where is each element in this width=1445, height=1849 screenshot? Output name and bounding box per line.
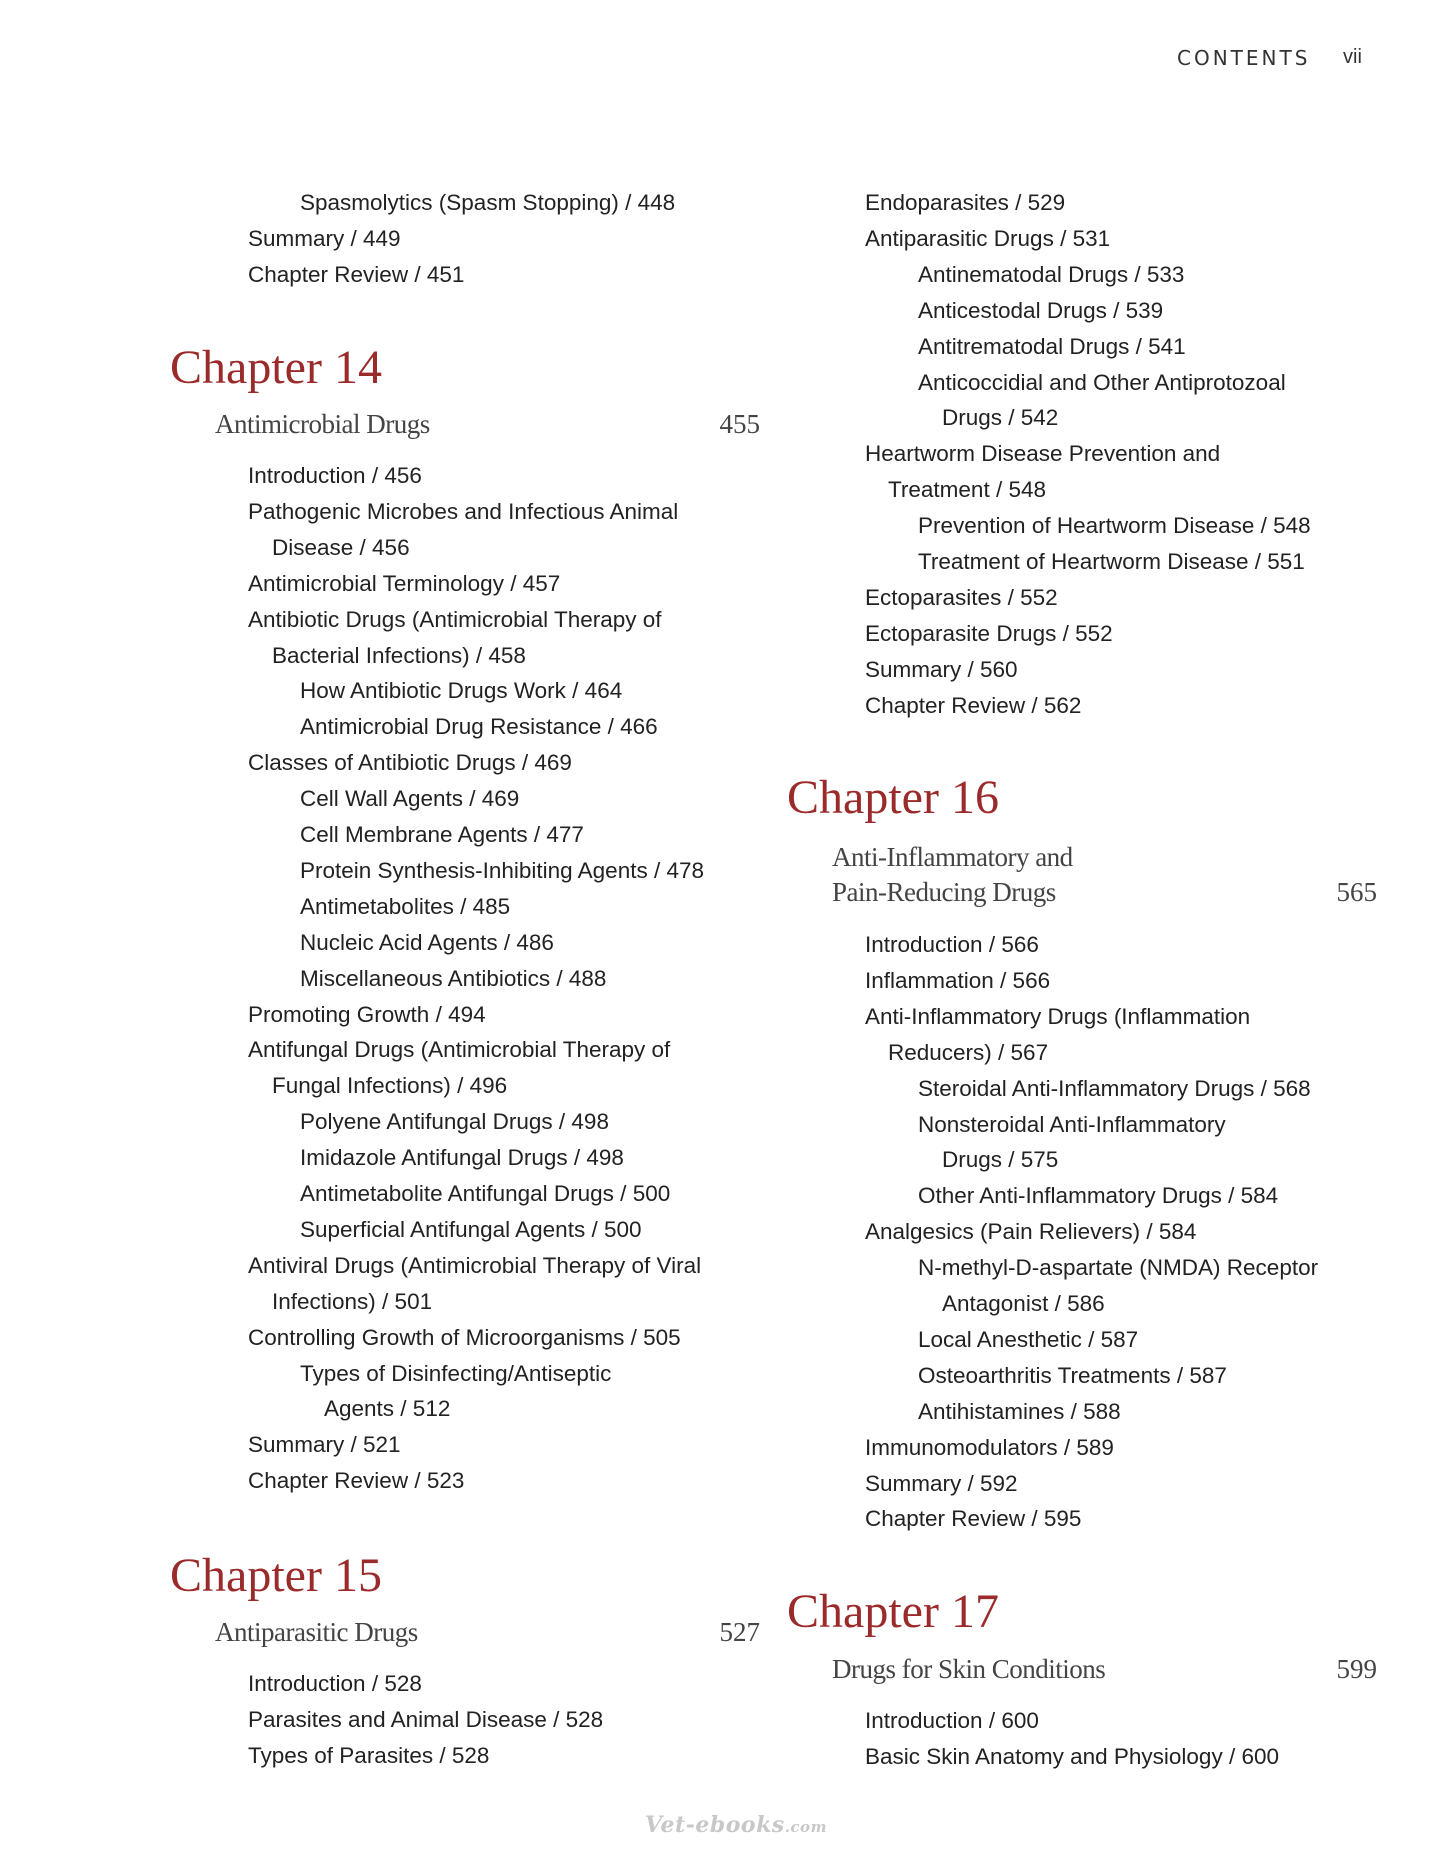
toc-entry: Summary / 592 [865,1470,1018,1496]
toc-entry: Nonsteroidal Anti-Inflammatory [918,1111,1226,1137]
page-header [0,46,1445,76]
chapter-title: Anti-Inflammatory and [832,842,1073,872]
toc-entry: Chapter Review / 595 [865,1506,1082,1532]
toc-entry: Antinematodal Drugs / 533 [918,261,1185,287]
chapter-title: Pain-Reducing Drugs [832,877,1056,907]
chapter-title: Antimicrobial Drugs [215,409,430,439]
toc-entry: Chapter Review / 523 [248,1468,465,1494]
chapter-heading: Chapter 17 [787,1585,999,1638]
toc-entry: Antiviral Drugs (Antimicrobial Therapy of Viral [248,1252,702,1278]
toc-entry: Miscellaneous Antibiotics / 488 [300,965,607,991]
toc-entry: Chapter Review / 562 [865,692,1082,718]
toc-entry: Parasites and Animal Disease / 528 [248,1706,604,1732]
toc-entry: Agents / 512 [324,1396,451,1422]
toc-entry: Antimetabolite Antifungal Drugs / 500 [300,1181,671,1206]
toc-entry: N-methyl-D-aspartate (NMDA) Receptor [918,1255,1319,1281]
watermark-suffix: .com [784,1818,827,1836]
toc-entry: Pathogenic Microbes and Infectious Animal [248,498,679,524]
toc-entry: Nucleic Acid Agents / 486 [300,929,554,955]
toc-entry: Prevention of Heartworm Disease / 548 [918,513,1311,539]
chapter-title: Drugs for Skin Conditions [832,1654,1106,1684]
toc-entry: Immunomodulators / 589 [865,1434,1114,1460]
toc-entry: Heartworm Disease Prevention and [865,441,1221,467]
toc-entry: Antimicrobial Terminology / 457 [248,570,561,596]
toc-entry: Bacterial Infections) / 458 [272,642,526,668]
toc-entry: Disease / 456 [272,534,410,560]
toc-entry: Fungal Infections) / 496 [272,1073,508,1099]
toc-entry: Polyene Antifungal Drugs / 498 [300,1109,609,1135]
toc-entry: Introduction / 528 [248,1671,422,1696]
toc-entry: Introduction / 456 [248,463,422,488]
toc-entry: Inflammation / 566 [865,967,1051,993]
running-head: CONTENTS [1177,46,1311,70]
toc-entry: Cell Membrane Agents / 477 [300,822,584,847]
toc-entry: Anticoccidial and Other Antiprotozoal [918,369,1286,395]
toc-entry: Anti-Inflammatory Drugs (Inflammation [865,1003,1251,1029]
toc-entry: Summary / 521 [248,1432,401,1458]
toc-entry: Types of Disinfecting/Antiseptic [300,1360,612,1386]
toc-entry: Reducers) / 567 [888,1039,1049,1065]
toc-entry: Introduction / 600 [865,1708,1039,1733]
toc-entry: Anticestodal Drugs / 539 [918,297,1164,323]
toc-entry: Classes of Antibiotic Drugs / 469 [248,750,572,776]
toc-entry: Drugs / 542 [942,405,1059,431]
toc-entry: Spasmolytics (Spasm Stopping) / 448 [300,190,676,215]
chapter-page: 455 [719,409,760,439]
toc-entry: Promoting Growth / 494 [248,1001,486,1027]
toc-entry: Endoparasites / 529 [865,190,1066,215]
toc-entry: Ectoparasites / 552 [865,584,1058,610]
toc-entry: Antagonist / 586 [942,1291,1105,1316]
toc-entry: Controlling Growth of Microorganisms / 505 [248,1324,681,1350]
toc-entry: Chapter Review / 451 [248,261,465,287]
toc-entry: Treatment of Heartworm Disease / 551 [918,549,1305,574]
toc-entry: Other Anti-Inflammatory Drugs / 584 [918,1183,1279,1209]
toc-entry: Introduction / 566 [865,932,1039,957]
toc-entry: Antiparasitic Drugs / 531 [865,225,1111,251]
chapter-title: Antiparasitic Drugs [215,1617,418,1647]
chapter-heading: Chapter 15 [170,1549,382,1602]
toc-entry: Drugs / 575 [942,1147,1059,1173]
toc-entry: Antimicrobial Drug Resistance / 466 [300,714,658,740]
toc-entry: Summary / 449 [248,225,401,251]
toc-entry: Antibiotic Drugs (Antimicrobial Therapy of [248,606,662,632]
toc-entry: Ectoparasite Drugs / 552 [865,620,1113,646]
toc-entry: Cell Wall Agents / 469 [300,786,520,812]
toc-entry: Osteoarthritis Treatments / 587 [918,1362,1227,1388]
chapter-page: 599 [1336,1654,1377,1684]
chapter-page: 565 [1336,877,1377,907]
toc-entry: Antimetabolites / 485 [300,893,511,919]
toc-entry: Superficial Antifungal Agents / 500 [300,1216,642,1242]
toc-entry: Protein Synthesis-Inhibiting Agents / 478 [300,857,705,883]
toc-entry: Antifungal Drugs (Antimicrobial Therapy of [248,1037,671,1063]
page-number: vii [1343,46,1362,68]
toc-entry: Imidazole Antifungal Drugs / 498 [300,1145,624,1171]
watermark-text: Vet-ebooks [645,1812,785,1838]
chapter-heading: Chapter 14 [170,341,382,394]
chapter-heading: Chapter 16 [787,771,999,824]
toc-entry: Summary / 560 [865,656,1018,682]
toc-entry: How Antibiotic Drugs Work / 464 [300,678,623,704]
toc-entry: Local Anesthetic / 587 [918,1326,1139,1352]
toc-entry: Antitrematodal Drugs / 541 [918,333,1186,359]
chapter-page: 527 [719,1617,760,1647]
toc-entry: Types of Parasites / 528 [248,1742,490,1768]
toc-entry: Antihistamines / 588 [918,1398,1121,1424]
toc-entry: Basic Skin Anatomy and Physiology / 600 [865,1743,1279,1769]
watermark-logo [645,1812,827,1838]
toc-entry: Analgesics (Pain Relievers) / 584 [865,1219,1197,1245]
toc-entry: Treatment / 548 [888,477,1046,503]
toc-entry: Infections) / 501 [272,1288,433,1314]
toc-entry: Steroidal Anti-Inflammatory Drugs / 568 [918,1075,1311,1101]
